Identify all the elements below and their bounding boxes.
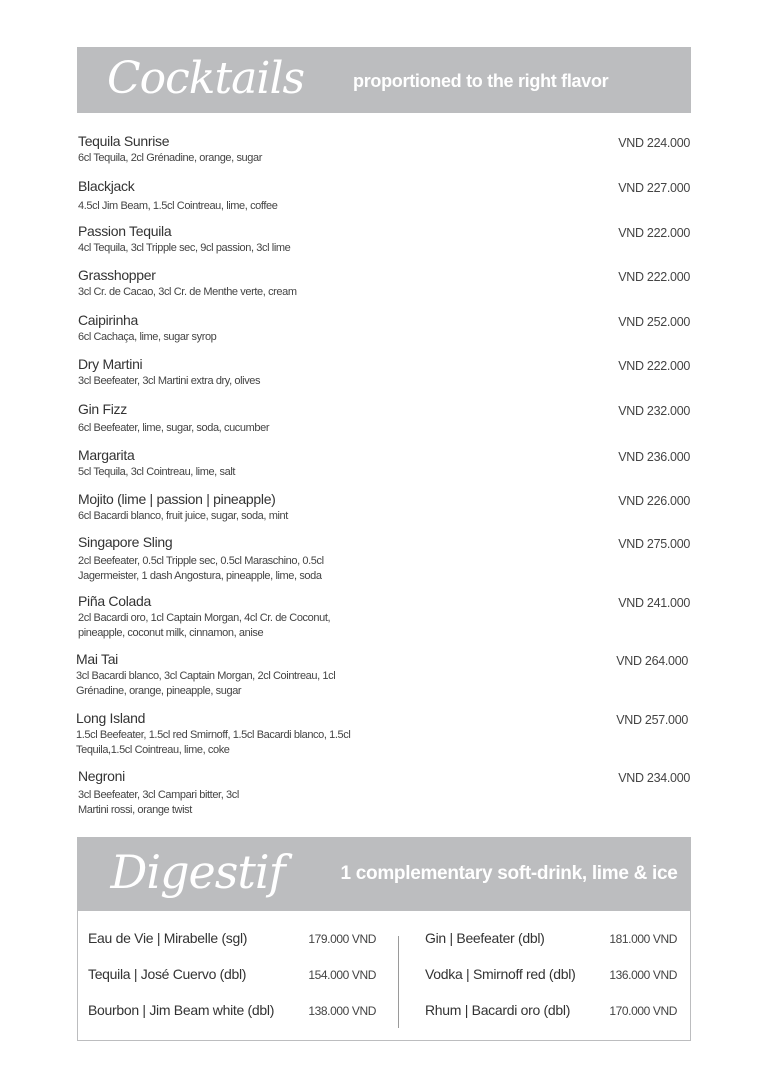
item-name: Mojito (lime | passion | pineapple) [78, 491, 276, 507]
item-name: Tequila Sunrise [78, 133, 170, 149]
item-price: VND 222.000 [618, 226, 690, 240]
item-price: VND 252.000 [618, 315, 690, 329]
menu-item [78, 401, 690, 436]
item-description: 4cl Tequila, 3cl Tripple sec, 9cl passion, 3cl lime [78, 242, 291, 254]
digestif-price: 136.000 VND [609, 968, 677, 982]
item-name: Long Island [76, 710, 146, 726]
digestif-row [425, 966, 677, 1002]
item-name: Dry Martini [78, 356, 143, 372]
item-description: 1.5cl Beefeater, 1.5cl red Smirnoff, 1.5cl Bacardi blanco, 1.5cl Tequila,1.5cl Cointreau, lime, coke [76, 729, 351, 756]
digestif-name: Vodka | Smirnoff red (dbl) [425, 966, 576, 982]
digestif-tagline: 1 complementary soft-drink, lime & ice [340, 862, 678, 884]
item-description: 3cl Beefeater, 3cl Martini extra dry, olives [78, 375, 261, 387]
item-description: 3cl Cr. de Cacao, 3cl Cr. de Menthe verte, cream [78, 286, 297, 298]
item-price: VND 227.000 [618, 181, 690, 195]
menu-item [78, 593, 690, 641]
item-description: 6cl Bacardi blanco, fruit juice, sugar, soda, mint [78, 510, 288, 522]
digestif-title: Digestif [110, 844, 285, 899]
menu-item [78, 267, 690, 300]
item-price: VND 232.000 [618, 404, 690, 418]
item-name: Piña Colada [78, 593, 151, 609]
item-price: VND 264.000 [616, 654, 688, 668]
digestif-price: 154.000 VND [308, 968, 376, 982]
digestif-price: 181.000 VND [609, 932, 677, 946]
menu-item [78, 447, 690, 480]
digestif-name: Eau de Vie | Mirabelle (sgl) [88, 930, 248, 946]
item-description: 6cl Beefeater, lime, sugar, soda, cucumber [78, 422, 270, 434]
item-price: VND 236.000 [618, 450, 690, 464]
item-description: 4.5cl Jim Beam, 1.5cl Cointreau, lime, coffee [78, 200, 278, 212]
item-name: Blackjack [78, 178, 135, 194]
item-name: Negroni [78, 768, 125, 784]
item-price: VND 234.000 [618, 771, 690, 785]
item-name: Grasshopper [78, 267, 156, 283]
menu-item [78, 356, 690, 389]
item-price: VND 241.000 [618, 596, 690, 610]
cocktails-title: Cocktails [107, 53, 305, 104]
item-description: 3cl Beefeater, 3cl Campari bitter, 3cl Martini rossi, orange twist [78, 789, 239, 816]
digestif-section [77, 837, 691, 1041]
menu-item [78, 178, 690, 214]
digestif-name: Tequila | José Cuervo (dbl) [88, 966, 247, 982]
item-description: 5cl Tequila, 3cl Cointreau, lime, salt [78, 466, 236, 478]
item-name: Mai Tai [76, 651, 118, 667]
digestif-name: Bourbon | Jim Beam white (dbl) [88, 1002, 275, 1018]
item-name: Passion Tequila [78, 223, 172, 239]
menu-item [78, 133, 690, 166]
item-price: VND 222.000 [618, 359, 690, 373]
digestif-left-column [88, 930, 376, 1038]
menu-item [78, 534, 690, 584]
item-name: Gin Fizz [78, 401, 127, 417]
digestif-row [88, 930, 376, 966]
item-description: 6cl Cachaça, lime, sugar syrop [78, 331, 217, 343]
item-price: VND 275.000 [618, 537, 690, 551]
menu-item [76, 651, 688, 699]
item-description: 2cl Bacardi oro, 1cl Captain Morgan, 4cl Cr. de Coconut, pineapple, coconut milk, cinnamon, anise [78, 612, 331, 639]
item-name: Caipirinha [78, 312, 139, 328]
digestif-price: 138.000 VND [308, 1004, 376, 1018]
item-description: 6cl Tequila, 2cl Grénadine, orange, sugar [78, 152, 262, 164]
menu-item [78, 223, 690, 256]
digestif-name: Rhum | Bacardi oro (dbl) [425, 1002, 571, 1018]
menu-item [78, 491, 690, 524]
item-price: VND 224.000 [618, 136, 690, 150]
item-price: VND 257.000 [616, 713, 688, 727]
digestif-banner [77, 837, 691, 911]
digestif-price: 179.000 VND [308, 932, 376, 946]
item-name: Margarita [78, 447, 135, 463]
item-description: 2cl Beefeater, 0.5cl Tripple sec, 0.5cl Maraschino, 0.5cl Jagermeister, 1 dash Angostura, pineapple, lime, soda [78, 555, 324, 582]
item-name: Singapore Sling [78, 534, 173, 550]
item-description: 3cl Bacardi blanco, 3cl Captain Morgan, 2cl Cointreau, 1cl Grénadine, orange, pineapple, sugar [76, 670, 336, 697]
menu-item [76, 710, 688, 758]
digestif-price: 170.000 VND [609, 1004, 677, 1018]
column-divider [398, 936, 399, 1028]
item-price: VND 226.000 [618, 494, 690, 508]
digestif-row [425, 1002, 677, 1038]
cocktails-tagline: proportioned to the right flavor [353, 71, 609, 91]
digestif-name: Gin | Beefeater (dbl) [425, 930, 545, 946]
digestif-right-column [425, 930, 677, 1038]
digestif-row [425, 930, 677, 966]
digestif-row [88, 1002, 376, 1038]
digestif-row [88, 966, 376, 1002]
cocktails-banner [77, 47, 691, 113]
menu-item [78, 768, 690, 818]
item-price: VND 222.000 [618, 270, 690, 284]
menu-item [78, 312, 690, 345]
